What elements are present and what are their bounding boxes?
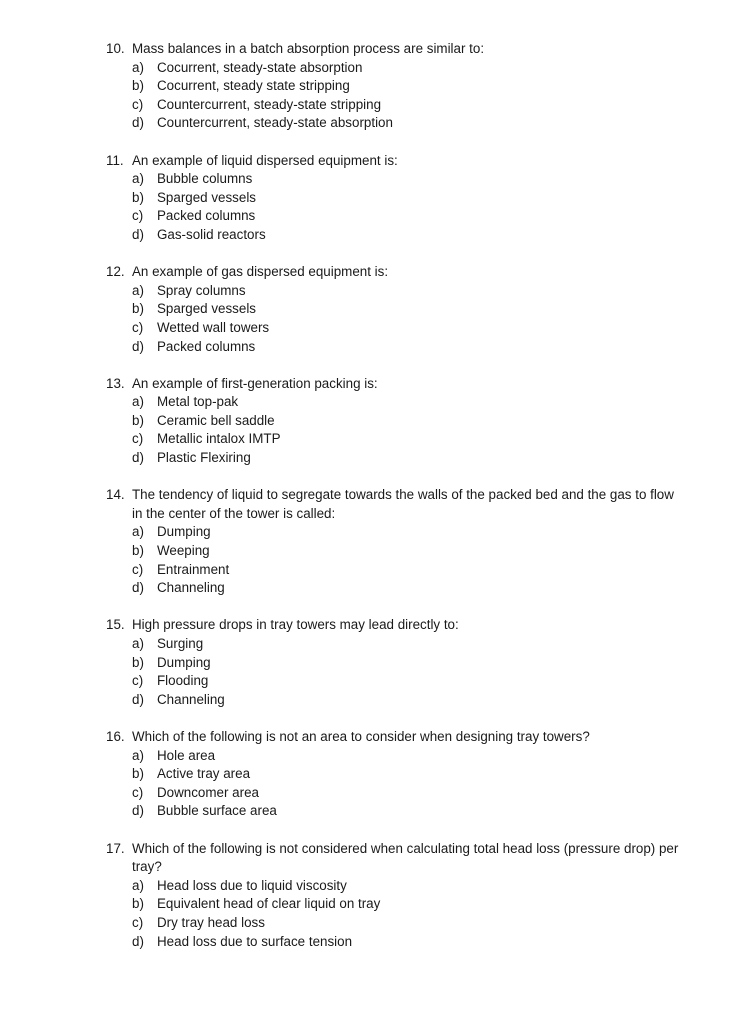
question-block	[0, 840, 733, 952]
option-letter: b)	[132, 543, 144, 559]
answer-option	[0, 542, 733, 561]
answer-option	[0, 226, 733, 245]
option-text: Head loss due to liquid viscosity	[157, 877, 347, 893]
option-text: Downcomer area	[157, 784, 259, 800]
answer-option	[0, 802, 733, 821]
answer-option	[0, 189, 733, 208]
option-text: Bubble columns	[157, 171, 253, 187]
question-number: 13.	[106, 375, 125, 391]
option-text: Surging	[157, 636, 204, 651]
question-block	[0, 375, 733, 468]
option-letter: a)	[132, 877, 144, 893]
option-letter: b)	[132, 78, 144, 94]
question-text: An example of first-generation packing is:	[132, 375, 378, 391]
answer-option	[0, 579, 733, 598]
question-block	[0, 40, 733, 133]
option-letter: b)	[132, 654, 144, 670]
option-text: Wetted wall towers	[157, 319, 270, 335]
answer-option	[0, 319, 733, 338]
option-text: Metallic intalox IMTP	[157, 431, 281, 447]
option-text: Cocurrent, steady-state absorption	[157, 59, 363, 75]
question-block	[0, 152, 733, 245]
answer-option	[0, 877, 733, 896]
answer-option	[0, 691, 733, 710]
answer-option	[0, 170, 733, 189]
question-text: An example of liquid dispersed equipment is:	[132, 152, 398, 168]
answer-option	[0, 561, 733, 580]
question-block	[0, 263, 733, 356]
answer-option	[0, 59, 733, 78]
option-letter: b)	[132, 896, 144, 912]
option-text: Plastic Flexiring	[157, 450, 251, 466]
option-text: Channeling	[157, 691, 225, 707]
question-line	[0, 152, 733, 171]
option-letter: a)	[132, 524, 144, 540]
option-text: Ceramic bell saddle	[157, 412, 275, 428]
question-number: 16.	[106, 728, 125, 744]
option-letter: d)	[132, 115, 144, 131]
answer-option	[0, 338, 733, 357]
option-text: Dumping	[157, 524, 211, 540]
option-letter: c)	[132, 431, 144, 447]
answer-option	[0, 654, 733, 673]
answer-option	[0, 77, 733, 96]
option-text: Active tray area	[157, 766, 251, 782]
option-letter: d)	[132, 580, 144, 596]
question-block	[0, 616, 733, 709]
answer-option	[0, 207, 733, 226]
option-letter: a)	[132, 59, 144, 75]
option-text: Hole area	[157, 747, 216, 763]
option-text: Sparged vessels	[157, 301, 256, 317]
option-letter: b)	[132, 189, 144, 205]
answer-option	[0, 635, 733, 654]
answer-option	[0, 747, 733, 766]
option-letter: d)	[132, 933, 144, 949]
option-text: Bubble surface area	[157, 803, 277, 819]
question-line	[0, 728, 733, 747]
option-text: Countercurrent, steady-state stripping	[157, 96, 382, 112]
answer-option	[0, 914, 733, 933]
option-letter: d)	[132, 338, 144, 354]
question-line	[0, 840, 733, 877]
option-text: Equivalent head of clear liquid on tray	[157, 896, 381, 912]
option-letter: c)	[132, 914, 144, 930]
question-text: An example of gas dispersed equipment is:	[132, 264, 389, 280]
option-letter: a)	[132, 636, 144, 651]
exam-page	[0, 40, 733, 970]
option-text: Head loss due to surface tension	[157, 933, 353, 949]
option-text: Dry tray head loss	[157, 914, 265, 930]
answer-option	[0, 393, 733, 412]
option-letter: d)	[132, 691, 144, 707]
answer-option	[0, 282, 733, 301]
option-letter: c)	[132, 208, 144, 224]
option-text: Channeling	[157, 580, 225, 596]
option-text: Weeping	[157, 543, 210, 559]
option-text: Metal top-pak	[157, 394, 239, 410]
answer-option	[0, 114, 733, 133]
question-number: 14.	[106, 487, 125, 503]
question-text: Mass balances in a batch absorption process are similar to:	[132, 41, 485, 56]
option-text: Sparged vessels	[157, 189, 256, 205]
option-text: Entrainment	[157, 561, 230, 577]
answer-option	[0, 672, 733, 691]
option-text: Dumping	[157, 654, 211, 670]
question-block	[0, 486, 733, 598]
answer-option	[0, 412, 733, 431]
option-text: Gas-solid reactors	[157, 226, 266, 242]
option-letter: c)	[132, 673, 144, 689]
option-letter: d)	[132, 450, 144, 466]
answer-option	[0, 449, 733, 468]
option-text: Flooding	[157, 673, 209, 689]
question-number: 11.	[106, 152, 124, 168]
answer-option	[0, 96, 733, 115]
answer-option	[0, 523, 733, 542]
option-text: Packed columns	[157, 208, 256, 224]
option-letter: d)	[132, 803, 144, 819]
question-line	[0, 375, 733, 394]
question-line	[0, 616, 733, 635]
answer-option	[0, 430, 733, 449]
question-number: 10.	[106, 41, 125, 56]
question-line	[0, 486, 733, 523]
option-text: Packed columns	[157, 338, 256, 354]
option-letter: c)	[132, 784, 144, 800]
question-text: Which of the following is not considered when calculating total head loss (pressure drop) per tray?	[132, 840, 679, 875]
option-letter: a)	[132, 394, 144, 410]
question-number: 12.	[106, 264, 125, 280]
option-letter: a)	[132, 747, 144, 763]
question-number: 17.	[106, 840, 125, 856]
option-letter: b)	[132, 766, 144, 782]
option-letter: c)	[132, 319, 144, 335]
answer-option	[0, 300, 733, 319]
option-letter: d)	[132, 226, 144, 242]
question-number: 15.	[106, 617, 125, 633]
answer-option	[0, 895, 733, 914]
question-line	[0, 263, 733, 282]
answer-option	[0, 784, 733, 803]
question-line	[0, 40, 733, 59]
option-text: Cocurrent, steady state stripping	[157, 78, 350, 94]
question-text: The tendency of liquid to segregate towards the walls of the packed bed and the gas to flow in the center of the tower is called:	[132, 487, 674, 521]
answer-option	[0, 765, 733, 784]
option-letter: c)	[132, 96, 144, 112]
question-block	[0, 728, 733, 821]
option-text: Spray columns	[157, 282, 246, 298]
question-text: Which of the following is not an area to consider when designing tray towers?	[132, 728, 590, 744]
option-text: Countercurrent, steady-state absorption	[157, 115, 393, 131]
option-letter: a)	[132, 171, 144, 187]
answer-option	[0, 933, 733, 952]
option-letter: c)	[132, 561, 144, 577]
option-letter: b)	[132, 301, 144, 317]
question-text: High pressure drops in tray towers may lead directly to:	[132, 617, 459, 633]
option-letter: b)	[132, 412, 144, 428]
option-letter: a)	[132, 282, 144, 298]
